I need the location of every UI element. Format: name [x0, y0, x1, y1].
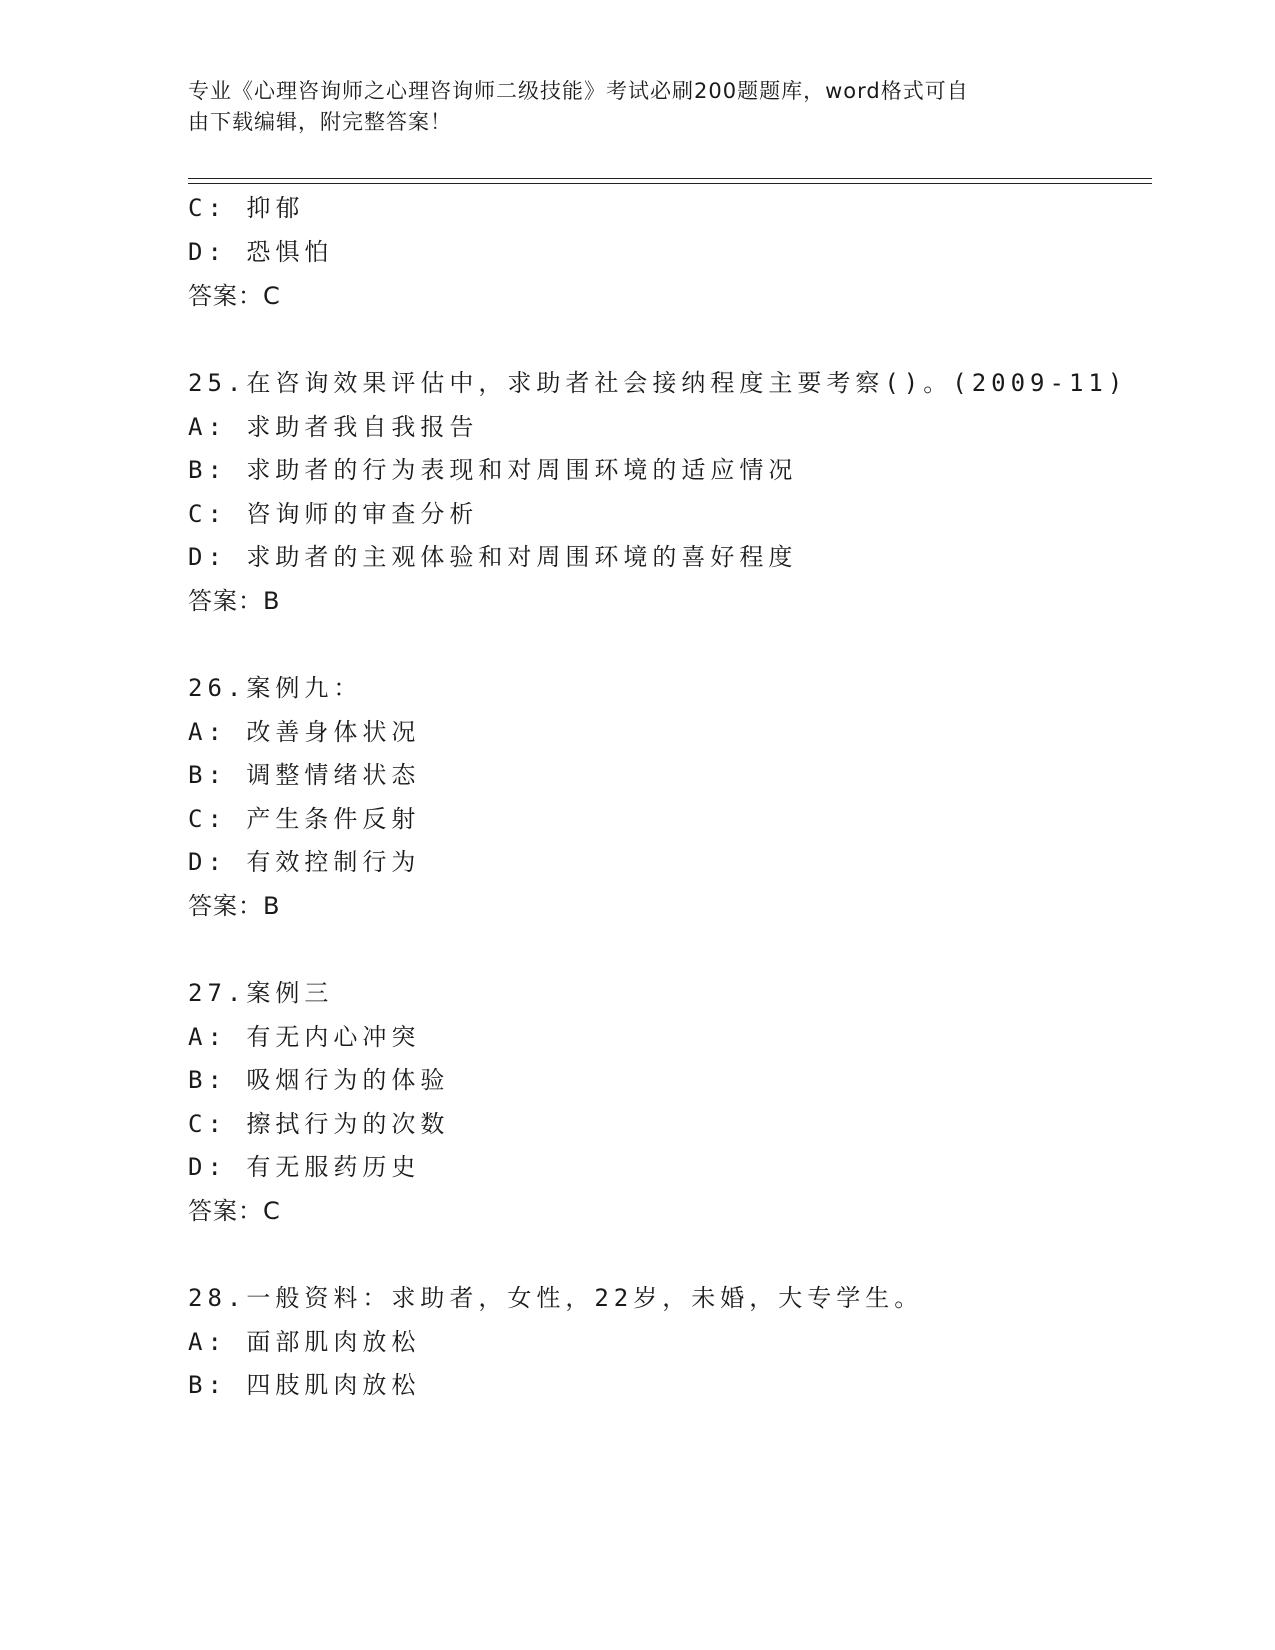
q25-question: 25.在咨询效果评估中，求助者社会接纳程度主要考察()。(2009-11): [188, 369, 1128, 397]
q26-question: 26.案例九：: [188, 674, 363, 702]
q27-option-d: D: 有无服药历史: [188, 1153, 421, 1181]
q26-option-a: A: 改善身体状况: [188, 718, 421, 746]
q28-option-b: B: 四肢肌肉放松: [188, 1371, 421, 1399]
q26-answer: 答案：B: [188, 892, 281, 920]
q28-option-a: A: 面部肌肉放松: [188, 1328, 421, 1356]
document-header: [188, 76, 1068, 138]
q25-option-c: C: 咨询师的审查分析: [188, 500, 479, 528]
q28-question: 28.一般资料：求助者，女性，22岁，未婚，大专学生。: [188, 1284, 924, 1312]
header-line-2: 由下载编辑，附完整答案！: [188, 110, 452, 134]
header-line-1: 专业《心理咨询师之心理咨询师二级技能》考试必刷200题题库，word格式可自: [188, 79, 969, 103]
prev-option-c: C: 抑郁: [188, 194, 305, 222]
header-rule-bottom: [188, 183, 1152, 184]
prev-answer: 答案：C: [188, 282, 281, 310]
prev-option-d: D: 恐惧怕: [188, 238, 334, 266]
q25-option-b: B: 求助者的行为表现和对周围环境的适应情况: [188, 456, 798, 484]
q26-option-b: B: 调整情绪状态: [188, 761, 421, 789]
q25-option-d: D: 求助者的主观体验和对周围环境的喜好程度: [188, 543, 798, 571]
q27-question: 27.案例三: [188, 979, 334, 1007]
header-rule-top: [188, 178, 1152, 179]
q26-option-c: C: 产生条件反射: [188, 805, 421, 833]
q27-option-b: B: 吸烟行为的体验: [188, 1066, 450, 1094]
q25-answer: 答案：B: [188, 587, 281, 615]
q27-option-c: C: 擦拭行为的次数: [188, 1110, 450, 1138]
q25-option-a: A: 求助者我自我报告: [188, 413, 479, 441]
q27-answer: 答案：C: [188, 1197, 281, 1225]
q26-option-d: D: 有效控制行为: [188, 848, 421, 876]
q27-option-a: A: 有无内心冲突: [188, 1023, 421, 1051]
